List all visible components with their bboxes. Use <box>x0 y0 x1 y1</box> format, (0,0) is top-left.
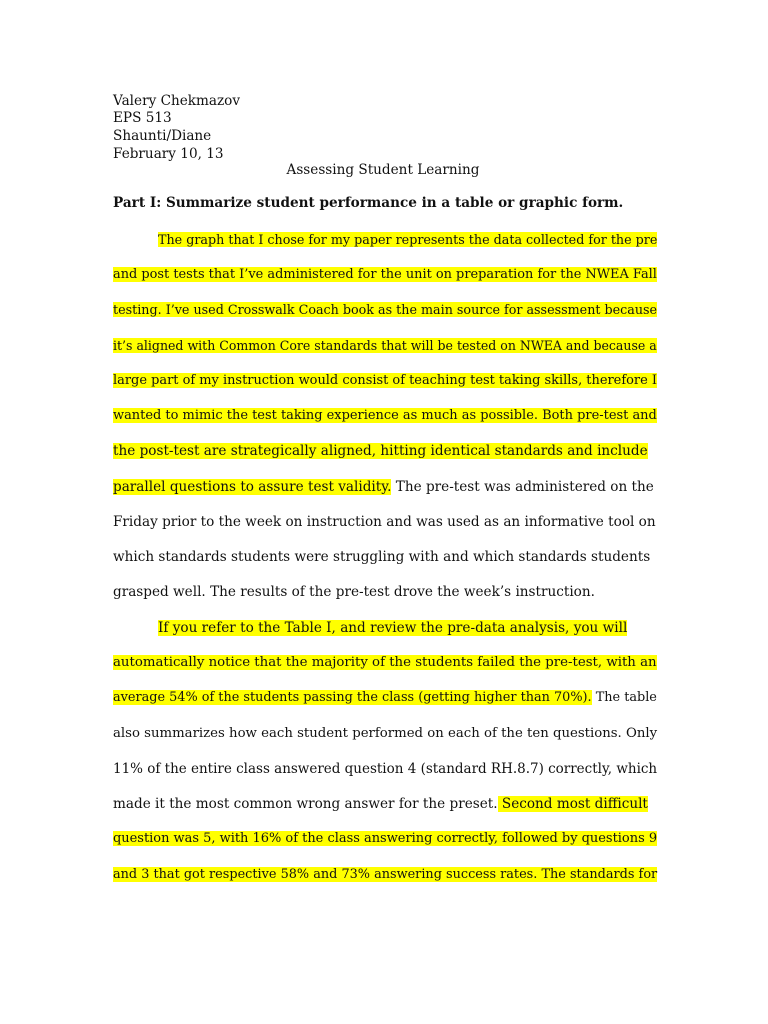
paragraph1-line: which standards students were struggling with and which standards students <box>113 549 651 565</box>
plain-text: The pre-test was administered on the <box>391 479 654 495</box>
highlighted-text: parallel questions to assure test validity. <box>113 479 392 495</box>
paragraph1-line <box>113 336 657 356</box>
paragraph1-line <box>113 441 648 461</box>
paragraph1-line <box>113 477 654 497</box>
paragraph2-line <box>113 653 657 673</box>
highlighted-text: Second most difficult <box>497 796 648 812</box>
document-title <box>0 162 768 178</box>
paragraph1-line <box>158 230 657 250</box>
highlighted-text: and 3 that got respective 58% and 73% answering success rates. The standards for <box>113 867 658 882</box>
highlighted-text: the post-test are strategically aligned, hitting identical standards and include <box>113 443 648 459</box>
highlighted-text: wanted to mimic the test taking experience as much as possible. Both pre-test and <box>113 408 657 423</box>
paragraph1-line <box>113 265 657 285</box>
paragraph1-line <box>113 406 657 426</box>
paragraph2-line <box>158 618 627 638</box>
highlighted-text: If you refer to the Table I, and review the pre-data analysis, you will <box>158 620 628 636</box>
highlighted-text: The graph that I chose for my paper represents the data collected for the pre <box>158 232 658 247</box>
paragraph1-line <box>113 300 657 320</box>
paragraph2-line <box>113 794 648 814</box>
plain-text: The table <box>591 690 657 705</box>
paragraph2-line <box>113 829 657 849</box>
paragraph1-line: Friday prior to the week on instruction and was used as an informative tool on <box>113 514 656 530</box>
document-date: February 10, 13 <box>113 146 224 162</box>
course-code: EPS 513 <box>113 110 172 126</box>
highlighted-text: testing. I’ve used Crosswalk Coach book as the main source for assessment because <box>113 302 658 317</box>
highlighted-text: automatically notice that the majority of the students failed the pre-test, with an <box>113 655 657 670</box>
paragraph2-line: 11% of the entire class answered question 4 (standard RH.8.7) correctly, which <box>113 761 658 777</box>
highlighted-text: average 54% of the students passing the class (getting higher than 70%). <box>113 690 592 705</box>
paragraph1-line <box>113 371 657 391</box>
highlighted-text: it’s aligned with Common Core standards that will be tested on NWEA and because a <box>113 338 657 353</box>
highlighted-text: large part of my instruction would consist of teaching test taking skills, therefore I <box>113 373 657 388</box>
instructor-names: Shaunti/Diane <box>113 128 212 144</box>
paragraph2-line <box>113 688 657 708</box>
plain-text: made it the most common wrong answer for the preset. <box>113 796 498 812</box>
author-name: Valery Chekmazov <box>113 93 241 109</box>
paragraph1-line: grasped well. The results of the pre-test drove the week’s instruction. <box>113 584 595 600</box>
highlighted-text: and post tests that I’ve administered for the unit on preparation for the NWEA Fall <box>113 267 657 282</box>
paragraph2-line <box>113 865 657 885</box>
paragraph2-line: also summarizes how each student performed on each of the ten questions. Only <box>113 726 658 741</box>
part-heading: Part I: Summarize student performance in a table or graphic form. <box>113 195 624 211</box>
document-title-text: Assessing Student Learning <box>286 162 480 178</box>
highlighted-text: question was 5, with 16% of the class answering correctly, followed by questions 9 <box>113 831 658 846</box>
